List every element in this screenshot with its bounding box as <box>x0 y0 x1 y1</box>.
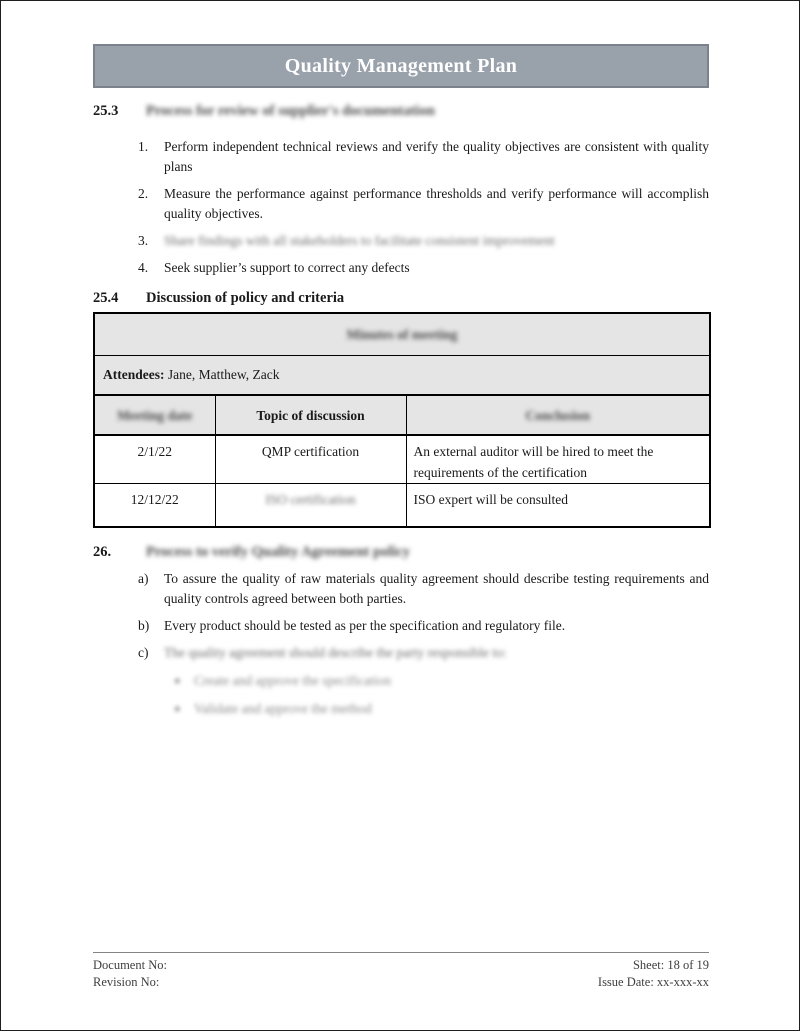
list-item <box>93 184 709 224</box>
footer-revision-no: Revision No: <box>93 975 160 989</box>
attendees-label: Attendees: <box>103 367 165 383</box>
list-marker: 2. <box>138 186 149 201</box>
column-header-topic: Topic of discussion <box>215 395 406 435</box>
section-title: Discussion of policy and criteria <box>146 290 345 306</box>
cell-conclusion: An external auditor will be hired to meet the requirements of the certification <box>406 435 710 484</box>
footer-left <box>93 957 167 991</box>
section-title-redacted: Process for review of supplier's documentation <box>146 103 435 119</box>
table-row <box>94 435 710 484</box>
column-header-conclusion: Conclusion <box>406 395 710 435</box>
bullet-icon: ● <box>174 703 181 715</box>
numbered-list-25-3 <box>93 137 709 285</box>
section-heading-25-3 <box>93 101 709 121</box>
lettered-list-26 <box>93 569 709 727</box>
list-item <box>93 643 709 663</box>
footer-sheet-number: Sheet: 18 of 19 <box>632 958 709 972</box>
bullet-item-text-redacted: Create and approve the specification <box>194 673 392 688</box>
document-title-bar <box>93 44 709 88</box>
bullet-icon: ● <box>174 675 181 687</box>
table-caption-redacted: Minutes of meeting <box>94 313 710 355</box>
attendees-row <box>94 355 710 395</box>
cell-meeting-date: 12/12/22 <box>94 484 215 527</box>
table-header-row <box>94 395 710 435</box>
list-item-text: To assure the quality of raw materials quality agreement should describe testing requirements and quality controls agreed between both parties. <box>164 571 709 606</box>
minutes-of-meeting-table <box>93 312 711 528</box>
cell-conclusion: ISO expert will be consulted <box>406 484 710 527</box>
section-number: 25.4 <box>93 290 119 306</box>
footer-issue-date: Issue Date: xx-xxx-xx <box>597 975 709 989</box>
cell-meeting-date: 2/1/22 <box>94 435 215 484</box>
section-number: 26. <box>93 544 112 560</box>
cell-topic-redacted: ISO certification <box>215 484 406 527</box>
footer-document-no: Document No: <box>93 958 167 972</box>
table-caption-row <box>94 313 710 355</box>
list-marker: 4. <box>138 260 149 275</box>
section-heading-26 <box>93 542 709 562</box>
section-heading-25-4 <box>93 288 709 308</box>
section-number: 25.3 <box>93 103 119 119</box>
list-item-text: Every product should be tested as per the specification and regulatory file. <box>164 618 566 633</box>
bullet-item <box>93 699 709 719</box>
list-marker: 1. <box>138 139 149 154</box>
list-marker: a) <box>138 571 149 586</box>
list-item <box>93 231 709 251</box>
bullet-item-text-redacted: Validate and approve the method <box>194 701 372 716</box>
list-marker: 3. <box>138 233 149 248</box>
list-marker: b) <box>138 618 150 633</box>
attendees-value: Jane, Matthew, Zack <box>167 367 280 383</box>
column-header-meeting-date: Meeting date <box>94 395 215 435</box>
list-item <box>93 616 709 636</box>
list-item <box>93 569 709 609</box>
list-item-text: Measure the performance against performance thresholds and verify performance will accomplish quality objectives. <box>164 186 709 221</box>
list-marker: c) <box>138 645 149 660</box>
list-item <box>93 258 709 278</box>
footer-right <box>598 957 709 991</box>
list-item <box>93 137 709 177</box>
table-row <box>94 484 710 527</box>
cell-topic: QMP certification <box>215 435 406 484</box>
list-item-text: Seek supplier’s support to correct any defects <box>164 260 410 275</box>
document-title: Quality Management Plan <box>284 54 518 77</box>
attendees-cell <box>94 355 710 395</box>
bullet-item <box>93 671 709 691</box>
list-item-text: Perform independent technical reviews and verify the quality objectives are consistent with quality plans <box>164 139 709 174</box>
section-title-redacted: Process to verify Quality Agreement policy <box>146 544 411 560</box>
list-item-text-redacted: Share findings with all stakeholders to facilitate consistent improvement <box>164 233 555 248</box>
page-footer <box>93 952 709 991</box>
list-item-text-redacted: The quality agreement should describe the party responsible to: <box>164 645 507 660</box>
